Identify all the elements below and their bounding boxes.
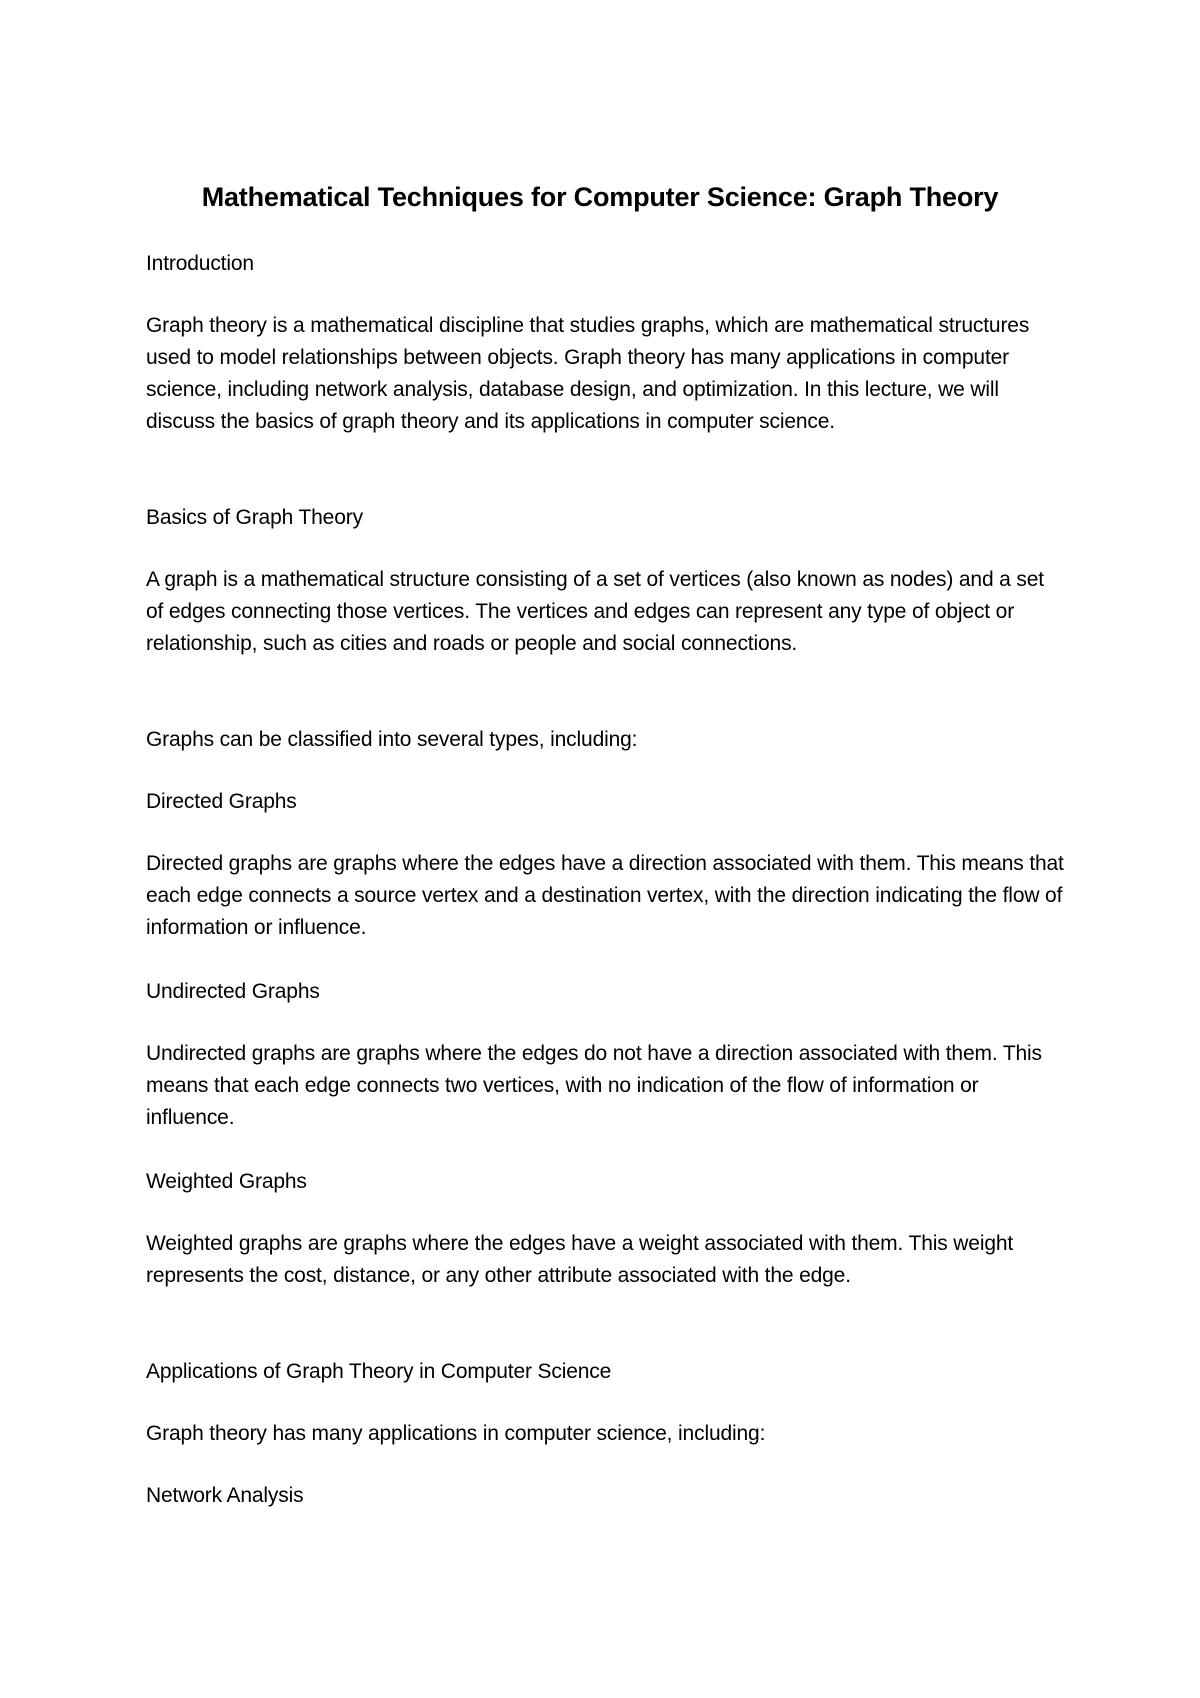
paragraph-undirected-graphs: Undirected graphs are graphs where the edges do not have a direction associated with them. This means that each edge connects two vertices, with no indication of the flow of information or influence. <box>146 1042 1042 1129</box>
paragraph-weighted-graphs: Weighted graphs are graphs where the edges have a weight associated with them. This weight represents the cost, distance, or any other attribute associated with the edge. <box>146 1232 1014 1287</box>
section-heading-network-analysis: Network Analysis <box>146 1484 304 1507</box>
paragraph-directed-graphs: Directed graphs are graphs where the edges have a direction associated with them. This means that each edge connects a source vertex and a destination vertex, with the direction indicating the flow of information or influence. <box>146 852 1064 939</box>
paragraph-graph-types-intro: Graphs can be classified into several types, including: <box>146 728 638 751</box>
section-heading-undirected-graphs: Undirected Graphs <box>146 980 320 1003</box>
section-heading-weighted-graphs: Weighted Graphs <box>146 1170 307 1193</box>
paragraph-introduction: Graph theory is a mathematical discipline that studies graphs, which are mathematical structures used to model relationships between objects. Graph theory has many applications in computer science, including network analysis, database design, and optimization. In this lecture, we will discuss the basics of graph theory and its applications in computer science. <box>146 314 1030 433</box>
section-heading-introduction: Introduction <box>146 252 254 275</box>
section-heading-applications: Applications of Graph Theory in Computer Science <box>146 1360 612 1383</box>
paragraph-graph-definition: A graph is a mathematical structure consisting of a set of vertices (also known as nodes) and a set of edges connecting those vertices. The vertices and edges can represent any type of object or relationship, such as cities and roads or people and social connections. <box>146 568 1044 655</box>
paragraph-applications-intro: Graph theory has many applications in computer science, including: <box>146 1422 766 1445</box>
document-title: Mathematical Techniques for Computer Science: Graph Theory <box>201 182 999 212</box>
section-heading-basics: Basics of Graph Theory <box>146 506 363 529</box>
section-heading-directed-graphs: Directed Graphs <box>146 790 297 813</box>
